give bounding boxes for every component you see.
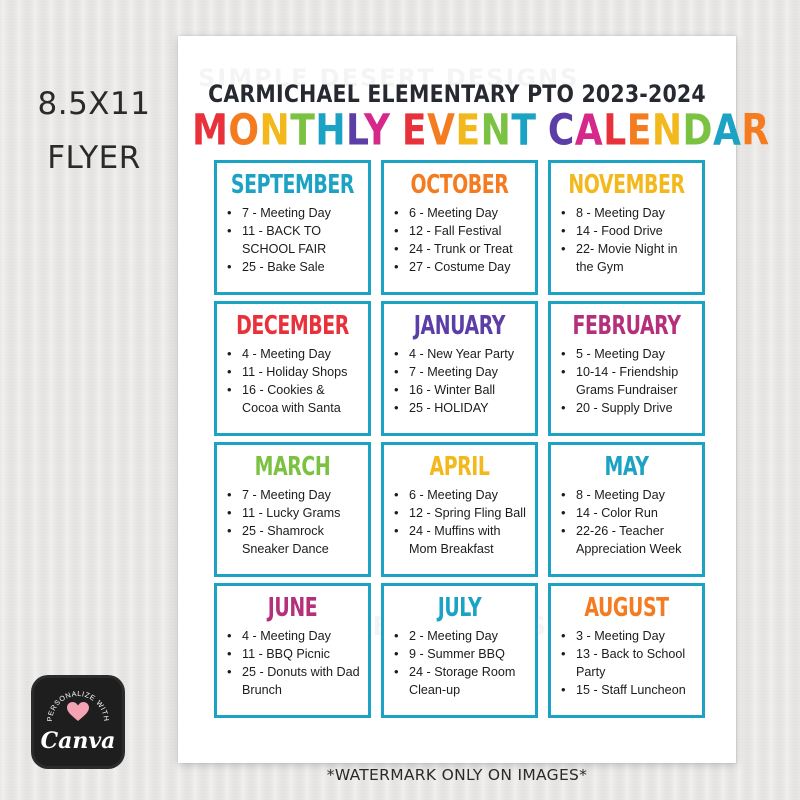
event-item: • 25 - HOLIDAY: [392, 399, 531, 417]
month-grid: [214, 160, 705, 718]
event-item: • 11 - Lucky Grams: [225, 504, 364, 522]
month-heading: OCTOBER: [410, 170, 509, 201]
month-heading: AUGUST: [584, 593, 669, 624]
title-letter: N: [651, 105, 683, 155]
month-heading: NOVEMBER: [568, 170, 685, 201]
month-card-january: [381, 301, 538, 436]
event-item: • 14 - Food Drive: [559, 222, 698, 240]
month-heading: APRIL: [429, 452, 490, 483]
flyer-sheet: [178, 36, 770, 763]
event-list: [551, 627, 702, 699]
title-letter: Y: [363, 105, 391, 155]
month-card-november: [548, 160, 705, 295]
event-item: • 24 - Trunk or Treat: [392, 240, 531, 258]
event-list: [217, 204, 368, 276]
title-letter: V: [427, 105, 456, 155]
month-heading: JULY: [437, 593, 482, 624]
event-item: • 25 - Shamrock Sneaker Dance: [225, 522, 364, 558]
title-letter: A: [574, 105, 604, 155]
event-list: [551, 204, 702, 276]
event-item: • 13 - Back to School Party: [559, 645, 698, 681]
month-card-june: [214, 583, 371, 718]
title-letter: E: [455, 105, 481, 155]
month-heading: DECEMBER: [236, 311, 349, 342]
title-letter: R: [741, 105, 770, 155]
event-list: [217, 486, 368, 558]
event-item: • 4 - New Year Party: [392, 345, 531, 363]
event-item: • 10-14 - Friendship Grams Fundraiser: [559, 363, 698, 399]
calendar-title: [191, 105, 770, 155]
event-item: • 2 - Meeting Day: [392, 627, 531, 645]
event-item: • 11 - Holiday Shops: [225, 363, 364, 381]
title-letter: N: [259, 105, 291, 155]
event-item: • 8 - Meeting Day: [559, 204, 698, 222]
title-letter: M: [191, 105, 229, 155]
month-card-august: [548, 583, 705, 718]
title-letter: A: [712, 105, 742, 155]
format-label: FLYER: [47, 140, 141, 176]
month-card-july: [381, 583, 538, 718]
month-card-december: [214, 301, 371, 436]
month-card-october: [381, 160, 538, 295]
event-item: • 7 - Meeting Day: [225, 486, 364, 504]
event-item: • 16 - Winter Ball: [392, 381, 531, 399]
canva-badge: [34, 678, 122, 766]
month-card-september: [214, 160, 371, 295]
event-item: • 12 - Fall Festival: [392, 222, 531, 240]
event-item: • 4 - Meeting Day: [225, 627, 364, 645]
personalize-text: PERSONALIZE WITH: [44, 688, 112, 722]
title-letter: L: [603, 105, 627, 155]
event-item: • 7 - Meeting Day: [392, 363, 531, 381]
event-item: • 8 - Meeting Day: [559, 486, 698, 504]
event-item: • 24 - Storage Room Clean-up: [392, 663, 531, 699]
title-letter: N: [480, 105, 512, 155]
event-item: • 25 - Bake Sale: [225, 258, 364, 276]
event-item: • 22- Movie Night in the Gym: [559, 240, 698, 276]
event-item: • 12 - Spring Fling Ball: [392, 504, 531, 522]
org-title: CARMICHAEL ELEMENTARY PTO 2023-2024: [208, 80, 706, 108]
event-item: • 7 - Meeting Day: [225, 204, 364, 222]
event-item: • 6 - Meeting Day: [392, 204, 531, 222]
month-card-april: [381, 442, 538, 577]
event-list: [551, 345, 702, 417]
title-letter: C: [547, 105, 575, 155]
event-list: [551, 486, 702, 558]
event-item: • 16 - Cookies & Cocoa with Santa: [225, 381, 364, 417]
size-label: 8.5X11: [37, 86, 151, 122]
event-list: [217, 345, 368, 417]
month-heading: MAY: [604, 452, 649, 483]
month-heading: JANUARY: [413, 311, 506, 342]
event-item: • 15 - Staff Luncheon: [559, 681, 698, 699]
title-letter: T: [290, 105, 316, 155]
month-card-may: [548, 442, 705, 577]
event-item: • 9 - Summer BBQ: [392, 645, 531, 663]
heart-icon: [67, 702, 89, 722]
event-list: [217, 627, 368, 699]
title-letter: D: [682, 105, 713, 155]
event-item: • 11 - BBQ Picnic: [225, 645, 364, 663]
event-item: • 4 - Meeting Day: [225, 345, 364, 363]
month-card-march: [214, 442, 371, 577]
event-item: • 14 - Color Run: [559, 504, 698, 522]
event-list: [384, 627, 535, 699]
month-heading: JUNE: [267, 593, 318, 624]
event-list: [384, 345, 535, 417]
month-card-february: [548, 301, 705, 436]
month-heading: FEBRUARY: [572, 311, 681, 342]
event-item: • 6 - Meeting Day: [392, 486, 531, 504]
event-item: • 24 - Muffins with Mom Breakfast: [392, 522, 531, 558]
title-letter: E: [401, 105, 428, 155]
canva-wordmark: Canva: [40, 728, 116, 754]
event-item: • 5 - Meeting Day: [559, 345, 698, 363]
title-letter: T: [511, 105, 537, 155]
watermark-note: *WATERMARK ONLY ON IMAGES*: [326, 766, 588, 784]
event-list: [384, 204, 535, 276]
event-list: [384, 486, 535, 558]
event-item: • 25 - Donuts with Dad Brunch: [225, 663, 364, 699]
event-item: • 11 - BACK TO SCHOOL FAIR: [225, 222, 364, 258]
title-letter: E: [626, 105, 652, 155]
event-item: • 3 - Meeting Day: [559, 627, 698, 645]
title-letter: O: [228, 105, 260, 155]
month-heading: SEPTEMBER: [230, 170, 355, 201]
title-letter: L: [346, 105, 364, 155]
title-letter: H: [315, 105, 347, 155]
event-item: • 22-26 - Teacher Appreciation Week: [559, 522, 698, 558]
event-item: • 20 - Supply Drive: [559, 399, 698, 417]
month-heading: MARCH: [254, 452, 331, 483]
event-item: • 27 - Costume Day: [392, 258, 531, 276]
